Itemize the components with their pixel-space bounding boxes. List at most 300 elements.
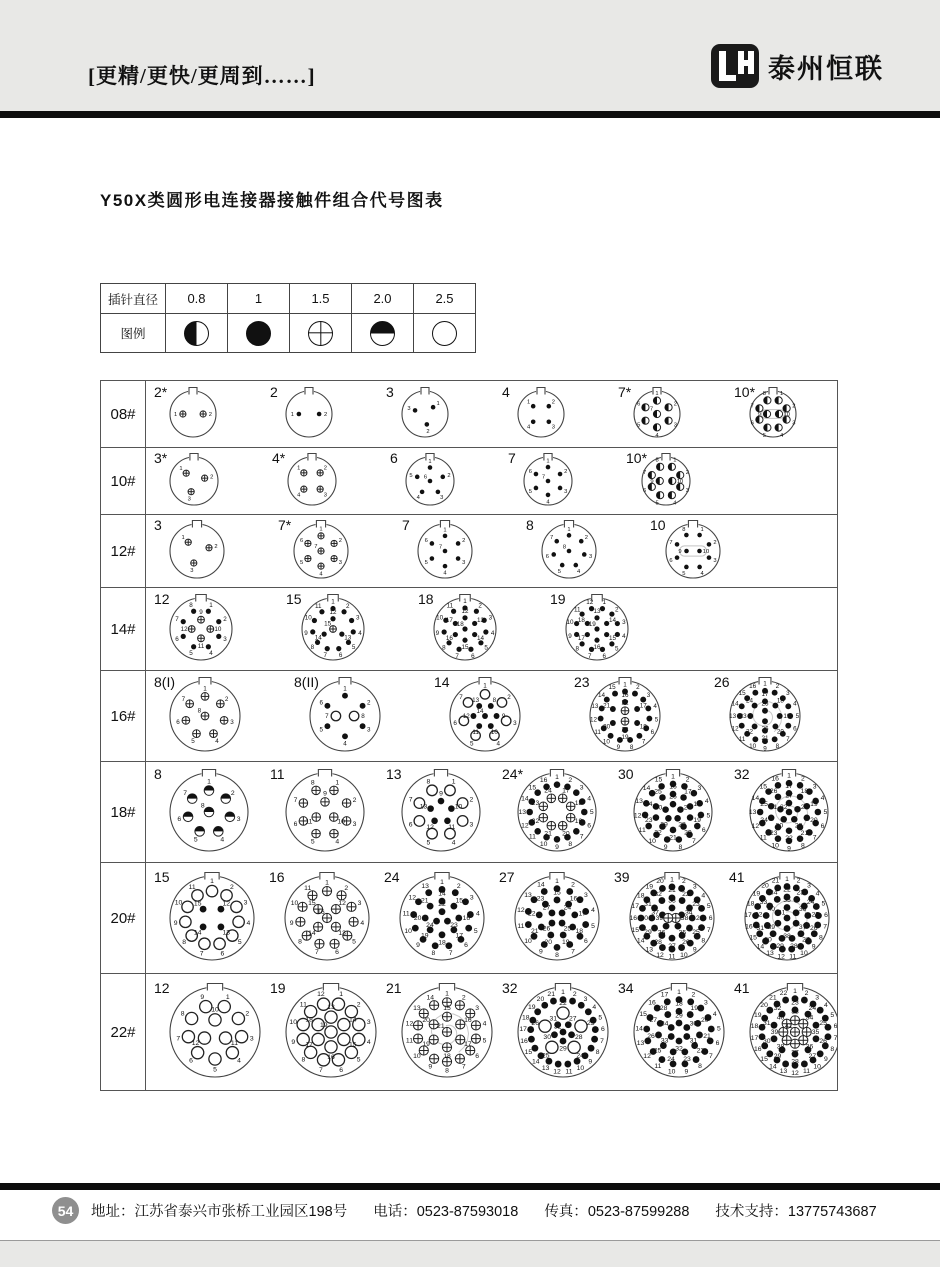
svg-text:15: 15: [524, 1049, 533, 1056]
row-label: 12#: [101, 515, 146, 587]
svg-text:6: 6: [453, 719, 457, 727]
svg-text:34: 34: [769, 889, 778, 897]
svg-text:28: 28: [790, 942, 798, 950]
svg-text:11: 11: [299, 1001, 307, 1009]
svg-text:13: 13: [338, 930, 346, 938]
svg-text:5: 5: [821, 900, 826, 908]
connector-diagram: [714, 674, 808, 758]
connector-label: 26: [714, 674, 730, 690]
connector-label: 7*: [278, 517, 292, 533]
svg-text:23: 23: [531, 800, 540, 808]
svg-text:11: 11: [654, 1063, 662, 1071]
svg-text:2: 2: [572, 990, 577, 998]
svg-text:5: 5: [591, 923, 595, 931]
svg-text:15: 15: [749, 934, 757, 942]
svg-text:11: 11: [448, 823, 456, 831]
svg-text:4: 4: [451, 839, 456, 847]
svg-text:13: 13: [593, 608, 601, 616]
legend-table: [100, 283, 476, 353]
svg-text:7: 7: [642, 470, 647, 477]
legend-row1-label: 插针直径: [101, 284, 166, 314]
svg-text:8: 8: [442, 644, 446, 652]
svg-text:1: 1: [546, 458, 550, 465]
svg-text:12: 12: [426, 823, 434, 831]
svg-text:6: 6: [637, 401, 641, 408]
svg-text:13: 13: [645, 946, 654, 954]
legend-diameter: 1.5: [290, 284, 352, 314]
svg-text:8: 8: [629, 743, 634, 751]
svg-text:17: 17: [660, 991, 669, 999]
svg-text:18: 18: [305, 1016, 313, 1024]
svg-text:21: 21: [761, 734, 769, 742]
connector-label: 34: [618, 980, 634, 996]
connector-label: 11: [270, 766, 285, 782]
svg-text:3: 3: [713, 558, 717, 565]
svg-text:39: 39: [655, 915, 664, 922]
svg-text:3: 3: [469, 894, 474, 902]
svg-text:11: 11: [528, 833, 536, 841]
svg-text:3: 3: [357, 900, 362, 908]
svg-text:6: 6: [584, 938, 588, 946]
svg-text:37: 37: [791, 1049, 799, 1057]
connector-label: 14: [434, 674, 450, 690]
svg-text:25: 25: [653, 1047, 662, 1055]
svg-text:22: 22: [783, 886, 791, 894]
svg-text:32: 32: [553, 1023, 562, 1031]
svg-text:4: 4: [592, 1004, 597, 1012]
svg-text:10: 10: [490, 729, 498, 737]
svg-text:13: 13: [541, 1065, 550, 1073]
connector-diagram: [154, 384, 224, 444]
svg-text:19: 19: [810, 800, 818, 808]
svg-text:5: 5: [637, 422, 641, 429]
svg-text:28: 28: [659, 1005, 668, 1013]
svg-text:4: 4: [220, 836, 225, 844]
svg-text:7: 7: [833, 1034, 837, 1042]
svg-text:9: 9: [787, 845, 791, 853]
svg-text:7: 7: [315, 949, 319, 957]
svg-text:17: 17: [639, 702, 647, 710]
pin-table-row: [101, 514, 837, 587]
svg-text:8: 8: [197, 707, 202, 715]
svg-text:1: 1: [319, 526, 323, 533]
svg-text:5: 5: [795, 713, 800, 720]
svg-text:4: 4: [576, 568, 581, 575]
svg-text:21: 21: [668, 887, 676, 895]
connector-label: 10*: [626, 450, 648, 466]
connector-diagram: [154, 869, 262, 967]
svg-text:24: 24: [426, 921, 434, 929]
lh-logo-icon: [711, 44, 759, 88]
svg-text:6: 6: [602, 652, 606, 660]
svg-text:8: 8: [682, 527, 686, 534]
svg-text:15: 15: [528, 784, 537, 792]
svg-text:3: 3: [223, 635, 227, 643]
svg-text:2: 2: [691, 991, 696, 999]
svg-text:10: 10: [800, 950, 808, 958]
svg-text:7: 7: [823, 923, 828, 931]
page-header: [0, 0, 940, 118]
svg-text:1: 1: [203, 685, 207, 693]
row-connectors: [146, 588, 837, 670]
pin-table-row: [101, 973, 837, 1090]
svg-text:2: 2: [568, 776, 573, 784]
svg-text:6: 6: [600, 1026, 605, 1034]
svg-text:12: 12: [317, 991, 325, 999]
connector-diagram: [626, 450, 698, 512]
svg-text:5: 5: [299, 560, 304, 567]
svg-text:15: 15: [324, 620, 332, 628]
svg-text:4: 4: [237, 1057, 241, 1065]
svg-text:25: 25: [760, 800, 768, 808]
svg-text:20: 20: [700, 1017, 709, 1025]
footer-phone: 电话：0523-87593018: [373, 1204, 519, 1220]
svg-text:5: 5: [319, 726, 323, 734]
svg-text:1: 1: [785, 875, 789, 883]
svg-text:7: 7: [183, 790, 188, 798]
svg-text:27: 27: [568, 1015, 577, 1023]
svg-text:17: 17: [464, 1041, 472, 1049]
svg-text:2: 2: [208, 412, 213, 418]
svg-text:29: 29: [644, 928, 652, 936]
svg-text:9: 9: [678, 549, 682, 555]
svg-text:6: 6: [824, 912, 828, 920]
svg-text:24: 24: [808, 1005, 817, 1013]
svg-text:16: 16: [669, 783, 677, 791]
svg-text:16: 16: [771, 775, 779, 783]
svg-text:25: 25: [654, 788, 662, 796]
svg-text:4: 4: [700, 570, 704, 577]
svg-text:13: 13: [477, 617, 485, 625]
connector-diagram: [614, 869, 722, 967]
connector-diagram: [286, 591, 372, 667]
svg-text:5: 5: [356, 1056, 361, 1064]
svg-text:5: 5: [823, 809, 828, 816]
svg-text:3: 3: [469, 821, 474, 829]
svg-text:17: 17: [519, 1026, 527, 1034]
svg-text:4: 4: [673, 500, 677, 507]
svg-text:8: 8: [492, 696, 497, 704]
svg-text:41: 41: [777, 909, 786, 917]
svg-text:13: 13: [421, 882, 429, 890]
svg-text:5: 5: [716, 1025, 721, 1033]
svg-text:26: 26: [761, 725, 769, 733]
svg-text:8: 8: [655, 457, 659, 464]
svg-text:3: 3: [475, 1004, 479, 1012]
svg-text:21: 21: [530, 927, 539, 935]
svg-text:18: 18: [636, 892, 645, 900]
svg-text:10: 10: [648, 837, 656, 845]
svg-text:25: 25: [563, 925, 572, 933]
svg-text:20: 20: [760, 1002, 768, 1010]
svg-text:11: 11: [304, 884, 312, 892]
svg-text:32: 32: [654, 890, 662, 898]
svg-text:11: 11: [638, 826, 646, 834]
svg-text:17: 17: [455, 932, 464, 940]
svg-text:4: 4: [343, 740, 347, 748]
svg-text:23: 23: [683, 1056, 691, 1064]
svg-text:6: 6: [701, 826, 706, 834]
svg-text:1: 1: [290, 412, 294, 418]
svg-text:12: 12: [777, 953, 785, 961]
svg-text:19: 19: [783, 713, 791, 720]
svg-text:14: 14: [438, 890, 446, 898]
svg-text:16: 16: [593, 643, 601, 651]
svg-text:5: 5: [482, 1037, 487, 1045]
svg-text:2: 2: [224, 695, 229, 703]
connector-label: 30: [618, 766, 634, 782]
svg-text:12: 12: [553, 1068, 561, 1076]
svg-text:1: 1: [210, 878, 214, 886]
svg-text:17: 17: [761, 691, 769, 699]
svg-text:1: 1: [209, 601, 213, 609]
row-connectors: [146, 762, 837, 862]
svg-text:16: 16: [754, 1045, 762, 1053]
svg-text:10: 10: [436, 614, 444, 622]
svg-text:7: 7: [812, 834, 817, 842]
svg-text:7: 7: [571, 948, 575, 956]
connector-label: 3*: [154, 450, 168, 466]
svg-text:9: 9: [428, 1063, 433, 1071]
svg-text:14: 14: [636, 937, 645, 945]
svg-text:3: 3: [807, 882, 811, 890]
svg-text:12: 12: [222, 900, 231, 908]
svg-text:18: 18: [521, 1014, 530, 1022]
connector-diagram: [270, 980, 384, 1084]
pin-symbol-icon: [432, 321, 457, 346]
svg-text:3: 3: [367, 726, 371, 734]
svg-text:9: 9: [323, 790, 327, 798]
pin-table-row: [101, 447, 837, 514]
svg-text:30: 30: [689, 1020, 698, 1028]
svg-text:38: 38: [776, 1043, 785, 1051]
footer-support: 技术支持：13775743687: [715, 1204, 877, 1220]
svg-text:14: 14: [193, 929, 202, 937]
connector-label: 8(II): [294, 674, 319, 690]
svg-text:21: 21: [544, 830, 552, 838]
svg-text:2: 2: [713, 539, 717, 546]
svg-text:4: 4: [546, 499, 550, 506]
svg-text:7: 7: [709, 1053, 713, 1061]
svg-text:13: 13: [413, 1004, 421, 1012]
connector-diagram: [508, 450, 580, 512]
svg-text:32: 32: [779, 803, 788, 811]
svg-text:9: 9: [439, 790, 443, 798]
svg-text:7: 7: [579, 833, 584, 841]
svg-text:5: 5: [706, 903, 711, 911]
connector-label: 39: [614, 869, 630, 885]
svg-text:15: 15: [443, 1004, 451, 1012]
svg-text:11: 11: [668, 953, 676, 961]
svg-text:8: 8: [575, 645, 580, 653]
connector-label: 8: [154, 766, 162, 782]
svg-text:12: 12: [751, 822, 760, 830]
svg-text:6: 6: [335, 949, 339, 957]
svg-text:2: 2: [352, 796, 357, 804]
svg-text:24: 24: [695, 915, 704, 922]
svg-text:2: 2: [230, 790, 235, 798]
svg-text:11: 11: [738, 735, 746, 743]
svg-text:2: 2: [324, 412, 328, 418]
connector-diagram: [272, 450, 344, 512]
connector-label: 41: [729, 869, 745, 885]
svg-text:8: 8: [555, 952, 559, 959]
pin-table-row: [101, 761, 837, 862]
svg-text:24: 24: [806, 898, 815, 906]
svg-text:10: 10: [289, 1018, 297, 1026]
svg-text:7: 7: [293, 796, 298, 804]
svg-text:26: 26: [669, 793, 677, 801]
svg-text:22: 22: [785, 835, 793, 843]
connector-diagram: [270, 766, 372, 858]
svg-text:3: 3: [697, 785, 702, 793]
svg-text:31: 31: [689, 1037, 698, 1045]
svg-text:34: 34: [805, 1014, 814, 1022]
svg-text:11: 11: [517, 923, 525, 931]
svg-text:8: 8: [431, 950, 436, 958]
svg-text:1: 1: [763, 680, 767, 688]
svg-text:1: 1: [297, 465, 301, 472]
svg-text:5: 5: [409, 472, 413, 479]
svg-text:7: 7: [323, 652, 328, 660]
svg-text:6: 6: [175, 635, 179, 643]
svg-text:14: 14: [635, 1025, 643, 1033]
svg-text:18: 18: [456, 621, 464, 629]
svg-text:26: 26: [531, 1019, 539, 1027]
svg-text:10: 10: [290, 900, 299, 908]
svg-text:10: 10: [749, 742, 757, 750]
svg-text:8: 8: [775, 742, 780, 750]
svg-text:28: 28: [654, 939, 662, 947]
svg-text:7: 7: [318, 1066, 323, 1074]
svg-text:32: 32: [675, 1045, 683, 1053]
svg-text:9: 9: [650, 479, 654, 485]
svg-text:2: 2: [323, 465, 327, 472]
svg-text:14: 14: [597, 691, 605, 699]
svg-text:20: 20: [413, 915, 422, 922]
svg-text:7: 7: [199, 950, 204, 958]
svg-text:3: 3: [323, 492, 327, 499]
svg-text:2: 2: [775, 683, 780, 691]
svg-text:6: 6: [545, 553, 550, 560]
svg-text:1: 1: [602, 599, 606, 607]
svg-text:9: 9: [304, 629, 308, 637]
svg-text:3: 3: [583, 995, 588, 1003]
connector-diagram: [154, 591, 240, 667]
svg-text:3: 3: [692, 883, 697, 891]
svg-text:9: 9: [763, 745, 767, 753]
svg-text:9: 9: [416, 942, 420, 950]
row-connectors: [146, 863, 837, 973]
connector-label: 27: [499, 869, 515, 885]
row-label: 18#: [101, 762, 146, 862]
svg-text:5: 5: [830, 1012, 835, 1020]
svg-text:4: 4: [820, 795, 825, 803]
svg-text:14: 14: [349, 1016, 357, 1024]
pin-symbol-icon: [308, 321, 333, 346]
svg-text:1: 1: [445, 990, 449, 998]
connector-diagram: [154, 517, 232, 585]
svg-text:15: 15: [193, 900, 202, 908]
svg-text:29: 29: [559, 1045, 567, 1053]
svg-text:15: 15: [639, 1011, 647, 1019]
svg-text:4: 4: [587, 795, 592, 803]
svg-text:11: 11: [472, 729, 479, 737]
connector-label: 4: [502, 384, 510, 400]
svg-text:34: 34: [685, 909, 693, 917]
connector-diagram: [270, 384, 340, 444]
row-label: 16#: [101, 671, 146, 761]
svg-text:5: 5: [762, 432, 766, 439]
svg-text:21: 21: [669, 834, 677, 842]
svg-text:3: 3: [815, 994, 820, 1002]
svg-text:12: 12: [517, 906, 525, 914]
svg-text:32: 32: [754, 911, 763, 919]
svg-text:14: 14: [609, 617, 617, 625]
svg-text:10: 10: [337, 818, 345, 826]
svg-text:18: 18: [675, 1000, 683, 1008]
svg-text:8: 8: [698, 1063, 702, 1071]
svg-text:22: 22: [438, 901, 446, 909]
svg-text:6: 6: [408, 821, 413, 829]
svg-text:9: 9: [663, 843, 668, 851]
bottom-band: [0, 1240, 940, 1267]
svg-text:19: 19: [754, 1012, 762, 1020]
connector-diagram: [650, 517, 728, 585]
svg-text:35: 35: [783, 896, 791, 904]
svg-text:13: 13: [635, 798, 643, 806]
svg-text:3: 3: [685, 487, 690, 494]
svg-text:5: 5: [424, 559, 428, 566]
svg-text:3: 3: [564, 489, 568, 496]
connector-diagram: [269, 869, 377, 967]
svg-text:14: 14: [314, 634, 322, 642]
svg-text:18: 18: [575, 927, 584, 935]
svg-text:16: 16: [629, 915, 638, 922]
svg-text:20: 20: [603, 723, 611, 731]
svg-text:15: 15: [654, 776, 663, 784]
connector-diagram: [434, 674, 528, 758]
svg-text:2: 2: [338, 537, 343, 544]
pin-symbol-icon: [184, 321, 209, 346]
svg-text:20: 20: [536, 995, 545, 1003]
svg-text:29: 29: [773, 1052, 782, 1060]
svg-text:36: 36: [798, 905, 807, 913]
svg-text:2: 2: [792, 403, 796, 410]
svg-text:11: 11: [594, 728, 601, 736]
svg-text:23: 23: [645, 816, 653, 824]
svg-text:22: 22: [746, 728, 754, 736]
svg-text:23: 23: [450, 921, 458, 929]
svg-text:6: 6: [464, 942, 468, 950]
connector-label: 4*: [272, 450, 286, 466]
svg-text:26: 26: [682, 939, 690, 947]
svg-text:8: 8: [310, 779, 315, 787]
svg-text:4: 4: [443, 570, 447, 577]
row-connectors: [146, 448, 837, 514]
svg-text:7: 7: [325, 713, 329, 720]
svg-text:4: 4: [297, 492, 301, 499]
svg-text:12: 12: [461, 608, 469, 616]
svg-text:6: 6: [750, 420, 754, 427]
svg-text:3: 3: [588, 553, 593, 560]
connector-diagram: [386, 980, 500, 1084]
svg-text:8: 8: [801, 842, 805, 850]
svg-text:2: 2: [478, 602, 482, 610]
svg-text:16: 16: [569, 895, 578, 903]
svg-text:32: 32: [773, 1005, 782, 1013]
svg-text:16: 16: [749, 683, 757, 691]
